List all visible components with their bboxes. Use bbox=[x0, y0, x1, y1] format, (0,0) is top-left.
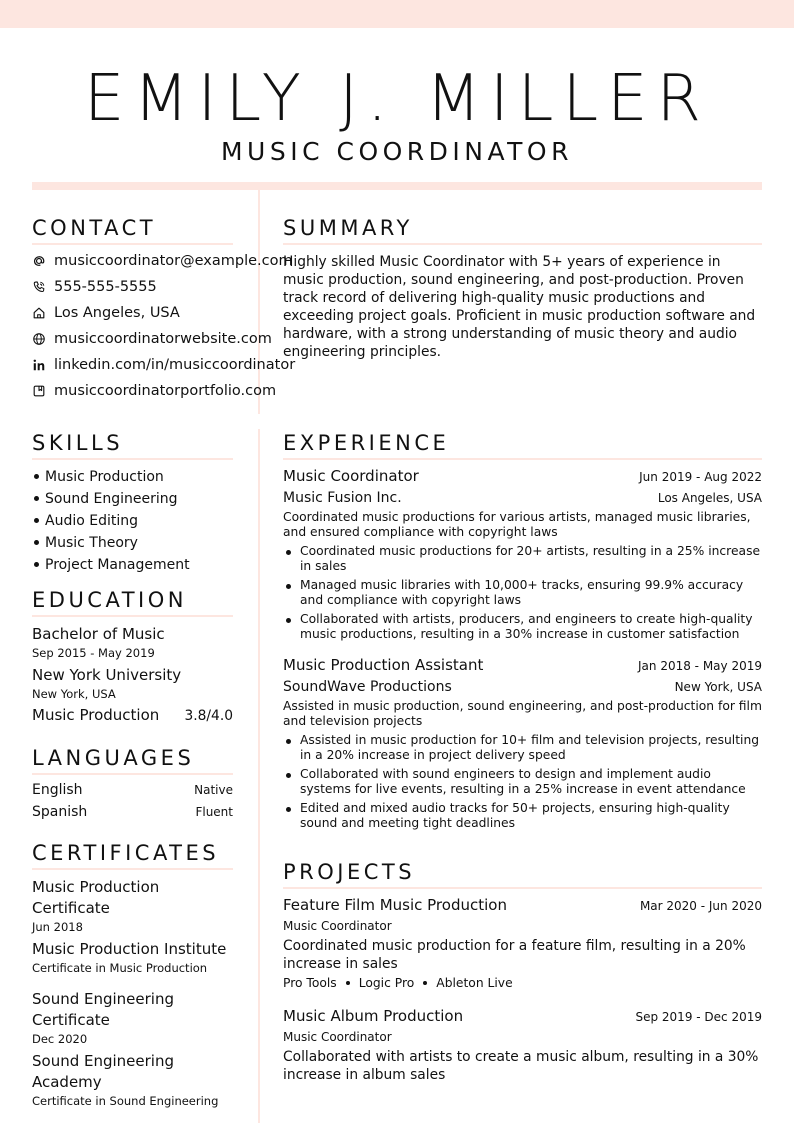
education-section bbox=[32, 586, 233, 726]
experience-section bbox=[283, 429, 762, 831]
skills-heading: SKILLS bbox=[32, 429, 233, 460]
project-description: Collaborated with artists to create a music album, resulting in a 30% increase in album sales bbox=[283, 1049, 759, 1083]
contact-email[interactable] bbox=[32, 248, 293, 274]
job-role: Music Production Assistant bbox=[283, 656, 484, 674]
job-company: Music Fusion Inc. bbox=[283, 490, 402, 506]
top-accent-band bbox=[0, 0, 794, 28]
skill-item: Project Management bbox=[32, 554, 233, 576]
contact-website[interactable] bbox=[32, 326, 272, 352]
contact-website-text: musiccoordinatorwebsite.com bbox=[54, 331, 272, 347]
contact-location bbox=[32, 300, 233, 326]
summary-text: Highly skilled Music Coordinator with 5+ years of experience in music production, sound engineering, and post-production. Proven track record of delivering high-quality music productions and exceeding project goals. Proficient in music production software and hardware, with a strong understanding of music theory and audio engineering principles. bbox=[283, 254, 756, 360]
language-name: English bbox=[32, 782, 83, 798]
certificate-title: Music Production Certificate bbox=[32, 878, 160, 917]
column-divider-bottom bbox=[258, 429, 260, 1123]
experience-heading: EXPERIENCE bbox=[283, 429, 762, 460]
language-level: Native bbox=[194, 782, 233, 797]
language-level: Fluent bbox=[195, 804, 233, 819]
certificate-date: Jun 2018 bbox=[32, 920, 83, 934]
project-tool: Ableton Live bbox=[436, 976, 513, 990]
project-dates: Sep 2019 - Dec 2019 bbox=[635, 1010, 762, 1024]
education-degree: Bachelor of Music bbox=[32, 625, 165, 643]
contact-portfolio-text: musiccoordinatorportfolio.com bbox=[54, 383, 277, 399]
contact-section bbox=[32, 214, 296, 404]
skill-item: Sound Engineering bbox=[32, 488, 233, 510]
job-description: Coordinated music productions for various artists, managed music libraries, and ensured compliance with copyright laws bbox=[283, 510, 751, 539]
candidate-title: MUSIC COORDINATOR bbox=[220, 137, 573, 166]
contact-linkedin-text: linkedin.com/in/musiccoordinator bbox=[54, 357, 296, 373]
candidate-name: EMILY J. MILLER bbox=[84, 62, 710, 136]
languages-heading: LANGUAGES bbox=[32, 744, 233, 775]
certificates-heading: CERTIFICATES bbox=[32, 839, 233, 870]
job-company: SoundWave Productions bbox=[283, 679, 452, 695]
skill-item: Music Theory bbox=[32, 532, 233, 554]
language-row bbox=[32, 801, 233, 823]
language-row bbox=[32, 779, 233, 801]
project-dates: Mar 2020 - Jun 2020 bbox=[639, 899, 762, 913]
certificate-issuer: Music Production Institute bbox=[32, 940, 227, 958]
certificate-date: Dec 2020 bbox=[32, 1032, 88, 1046]
header-divider bbox=[32, 182, 762, 190]
contact-phone-text: 555-555-5555 bbox=[54, 279, 157, 295]
globe-icon bbox=[32, 332, 46, 346]
contact-email-text: musiccoordinator@example.com bbox=[54, 253, 293, 269]
column-divider-top bbox=[258, 190, 260, 414]
linkedin-icon bbox=[32, 358, 46, 372]
job-location: New York, USA bbox=[674, 680, 762, 694]
project-tools bbox=[283, 974, 762, 992]
contact-location-text: Los Angeles, USA bbox=[54, 305, 180, 321]
certificate-item bbox=[32, 989, 233, 1110]
education-gpa: 3.8/4.0 bbox=[184, 708, 233, 724]
certificate-desc: Certificate in Sound Engineering bbox=[32, 1094, 219, 1108]
job-dates: Jun 2019 - Aug 2022 bbox=[639, 470, 762, 484]
job-location: Los Angeles, USA bbox=[657, 491, 762, 505]
job-bullet: Managed music libraries with 10,000+ tracks, ensuring 99.9% accuracy and compliance with copyright laws bbox=[283, 578, 762, 608]
phone-icon bbox=[32, 280, 46, 294]
project-tool: Logic Pro bbox=[358, 976, 415, 990]
contact-portfolio[interactable] bbox=[32, 378, 277, 404]
home-icon bbox=[32, 306, 46, 320]
project-title: Music Album Production bbox=[283, 1007, 464, 1025]
job-bullet: Collaborated with artists, producers, and engineers to create high-quality music productions, resulting in a 30% increase in customer satisfaction bbox=[283, 612, 762, 642]
contact-heading: CONTACT bbox=[32, 214, 233, 245]
projects-heading: PROJECTS bbox=[283, 858, 762, 889]
education-field: Music Production bbox=[32, 706, 160, 724]
project-role: Music Coordinator bbox=[283, 1030, 392, 1044]
job-bullet: Collaborated with sound engineers to design and implement audio systems for live events, resulting in a 25% increase in event attendance bbox=[283, 767, 762, 797]
experience-item bbox=[283, 655, 762, 831]
at-icon bbox=[32, 254, 46, 268]
job-description: Assisted in music production, sound engineering, and post-production for film and television projects bbox=[283, 699, 762, 728]
job-bullet: Edited and mixed audio tracks for 50+ projects, ensuring high-quality sound and meeting tight deadlines bbox=[283, 801, 762, 831]
contact-phone[interactable] bbox=[32, 274, 233, 300]
skills-section bbox=[32, 429, 233, 576]
project-title: Feature Film Music Production bbox=[283, 896, 507, 914]
project-item bbox=[283, 895, 762, 992]
skill-item: Music Production bbox=[32, 466, 233, 488]
education-location: New York, USA bbox=[32, 687, 116, 701]
contact-linkedin[interactable] bbox=[32, 352, 296, 378]
languages-section bbox=[32, 744, 233, 823]
summary-section bbox=[283, 214, 762, 361]
education-school: New York University bbox=[32, 666, 182, 684]
language-name: Spanish bbox=[32, 804, 88, 820]
job-bullet: Coordinated music productions for 20+ artists, resulting in a 25% increase in sales bbox=[283, 544, 762, 574]
job-role: Music Coordinator bbox=[283, 467, 419, 485]
project-tool: Pro Tools bbox=[283, 976, 337, 990]
education-heading: EDUCATION bbox=[32, 586, 233, 617]
certificate-desc: Certificate in Music Production bbox=[32, 961, 208, 975]
certificate-item bbox=[32, 877, 233, 977]
skill-item: Audio Editing bbox=[32, 510, 233, 532]
certificates-section bbox=[32, 839, 233, 1110]
experience-item bbox=[283, 466, 762, 642]
job-bullet: Assisted in music production for 10+ film and television projects, resulting in a 20% increase in project delivery speed bbox=[283, 733, 762, 763]
project-role: Music Coordinator bbox=[283, 919, 392, 933]
projects-section bbox=[283, 858, 762, 1084]
certificate-issuer: Sound Engineering Academy bbox=[32, 1052, 175, 1091]
certificate-title: Sound Engineering Certificate bbox=[32, 990, 175, 1029]
summary-heading: SUMMARY bbox=[283, 214, 762, 245]
portfolio-icon bbox=[32, 384, 46, 398]
education-dates: Sep 2015 - May 2019 bbox=[32, 646, 155, 660]
project-item bbox=[283, 1006, 762, 1084]
job-dates: Jan 2018 - May 2019 bbox=[638, 659, 762, 673]
project-description: Coordinated music production for a feature film, resulting in a 20% increase in sales bbox=[283, 938, 746, 972]
